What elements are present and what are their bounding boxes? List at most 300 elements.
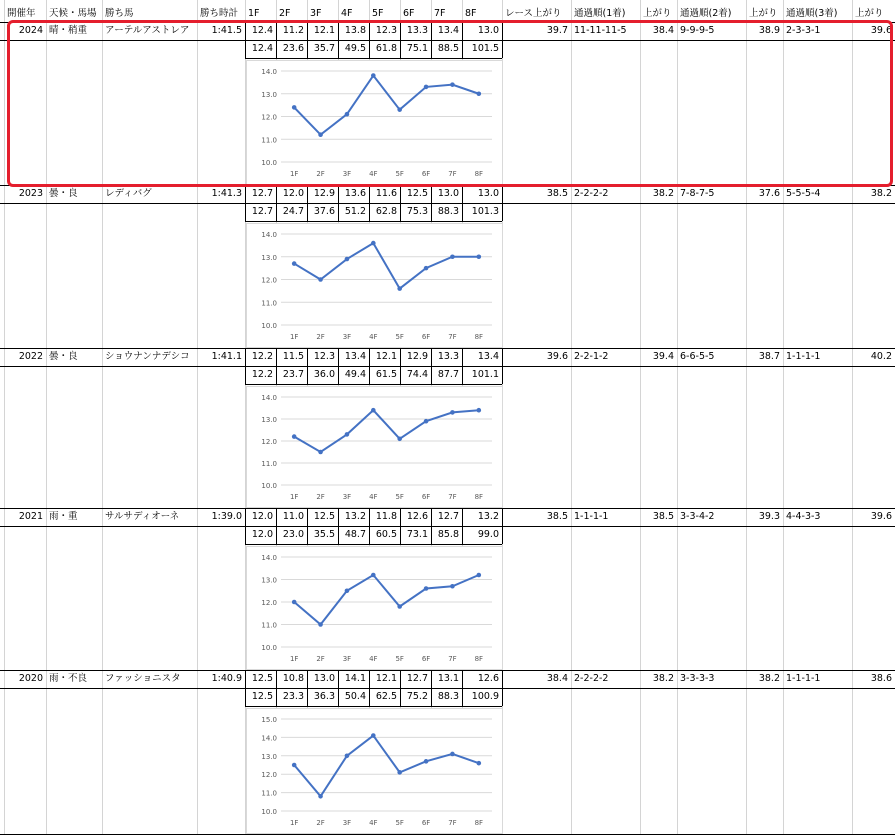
cell-pass1[interactable]: 2-2-2-2 xyxy=(574,673,609,684)
data-point xyxy=(450,410,455,415)
series-line xyxy=(294,243,479,289)
y-tick-label: 11.0 xyxy=(261,299,277,308)
cell-cumulative[interactable]: 35.5 xyxy=(313,529,335,540)
lap-border xyxy=(462,508,463,544)
x-tick-label: 3F xyxy=(342,655,352,663)
column-gridline xyxy=(46,0,47,834)
cell-laps-6[interactable]: 12.7 xyxy=(437,511,459,522)
data-point xyxy=(397,770,402,775)
lap-border xyxy=(400,22,401,58)
cell-cumulative[interactable]: 48.7 xyxy=(344,529,366,540)
cell-winner[interactable]: アーテルアストレア xyxy=(105,25,190,36)
lap-border xyxy=(502,22,503,58)
x-tick-label: 2F xyxy=(316,493,325,501)
column-header[interactable]: 上がり xyxy=(855,8,884,19)
data-point xyxy=(292,261,297,266)
lap-border xyxy=(400,185,401,221)
cell-cumulative[interactable]: 62.5 xyxy=(375,691,397,702)
cell-laps-2[interactable]: 12.1 xyxy=(313,25,335,36)
x-tick-label: 8F xyxy=(474,333,484,341)
cell-cumulative[interactable]: 12.0 xyxy=(251,529,273,540)
cell-laps-0[interactable]: 12.4 xyxy=(251,25,273,36)
lap-chart-svg xyxy=(247,387,502,507)
column-gridline xyxy=(102,0,103,834)
data-point xyxy=(450,584,455,589)
cell-cumulative[interactable]: 99.0 xyxy=(477,529,499,540)
data-point xyxy=(318,132,323,137)
column-header[interactable]: 勝ち馬 xyxy=(105,8,134,19)
cell-laps-5[interactable]: 12.5 xyxy=(406,188,428,199)
x-tick-label: 8F xyxy=(474,819,484,827)
column-header[interactable]: 通過順(3着) xyxy=(786,8,838,19)
series-line xyxy=(294,736,479,797)
data-point xyxy=(450,82,455,87)
data-point xyxy=(397,604,402,609)
cell-laps-4[interactable]: 12.3 xyxy=(375,25,397,36)
cell-last1[interactable]: 38.2 xyxy=(652,188,674,199)
cell-pass3[interactable]: 2-3-3-1 xyxy=(786,25,821,36)
cell-pass2[interactable]: 6-6-5-5 xyxy=(680,351,715,362)
cell-laps-5[interactable]: 12.9 xyxy=(406,351,428,362)
data-point xyxy=(450,752,455,757)
cell-year[interactable]: 2022 xyxy=(18,351,43,362)
cell-last1[interactable]: 39.4 xyxy=(652,351,674,362)
cell-year[interactable]: 2021 xyxy=(18,511,43,522)
column-header[interactable]: 6F xyxy=(403,8,415,19)
cell-last2[interactable]: 38.7 xyxy=(758,351,780,362)
x-tick-label: 4F xyxy=(369,333,378,341)
cell-last3[interactable]: 40.2 xyxy=(870,351,892,362)
cell-cumulative[interactable]: 23.7 xyxy=(282,369,304,380)
x-tick-label: 2F xyxy=(316,655,325,663)
cell-time[interactable]: 1:41.1 xyxy=(211,351,242,362)
column-header[interactable]: 上がり xyxy=(749,8,778,19)
lap-border xyxy=(431,348,432,384)
data-point xyxy=(371,241,376,246)
cell-pass1[interactable]: 2-2-1-2 xyxy=(574,351,609,362)
cell-cumulative[interactable]: 101.1 xyxy=(471,369,499,380)
lap-border xyxy=(276,670,277,706)
lap-border xyxy=(462,348,463,384)
row-divider xyxy=(245,384,502,385)
cell-cumulative[interactable]: 12.2 xyxy=(251,369,273,380)
cell-cumulative[interactable]: 23.0 xyxy=(282,529,304,540)
y-tick-label: 15.0 xyxy=(261,716,277,724)
data-point xyxy=(477,254,482,259)
cell-laps-6[interactable]: 13.3 xyxy=(437,351,459,362)
lap-chart[interactable] xyxy=(246,223,503,348)
cell-pass1[interactable]: 1-1-1-1 xyxy=(574,511,609,522)
cell-laps-0[interactable]: 12.0 xyxy=(251,511,273,522)
cell-laps-2[interactable]: 12.9 xyxy=(313,188,335,199)
column-header[interactable]: 通過順(2着) xyxy=(680,8,732,19)
cell-laps-4[interactable]: 12.1 xyxy=(375,673,397,684)
cell-cumulative[interactable]: 24.7 xyxy=(282,206,304,217)
data-point xyxy=(397,437,402,442)
cell-winner[interactable]: ファッショニスタ xyxy=(105,673,181,684)
cell-last2[interactable]: 38.2 xyxy=(758,673,780,684)
cell-last3[interactable]: 39.6 xyxy=(870,25,892,36)
x-tick-label: 6F xyxy=(421,170,431,178)
cell-pass2[interactable]: 7-8-7-5 xyxy=(680,188,715,199)
data-point xyxy=(371,408,376,413)
lap-chart[interactable] xyxy=(246,386,503,508)
x-tick-label: 5F xyxy=(395,655,404,663)
cell-laps-1[interactable]: 10.8 xyxy=(282,673,304,684)
x-tick-label: 4F xyxy=(369,170,378,178)
cell-laps-2[interactable]: 13.0 xyxy=(313,673,335,684)
data-point xyxy=(477,761,482,766)
cell-winner[interactable]: サルサディオーネ xyxy=(105,511,180,522)
cell-laps-5[interactable]: 12.6 xyxy=(406,511,428,522)
x-tick-label: 2F xyxy=(316,333,325,341)
cell-cumulative[interactable]: 37.6 xyxy=(313,206,335,217)
data-point xyxy=(477,408,482,413)
data-point xyxy=(318,277,323,282)
y-tick-label: 10.0 xyxy=(261,644,277,652)
x-tick-label: 1F xyxy=(289,655,299,663)
data-point xyxy=(477,573,482,578)
cell-laps-6[interactable]: 13.1 xyxy=(437,673,459,684)
y-tick-label: 11.0 xyxy=(261,789,277,798)
column-header[interactable]: 天候・馬場 xyxy=(49,8,97,19)
lap-border xyxy=(338,22,339,58)
lap-border xyxy=(462,670,463,706)
column-header[interactable]: 1F xyxy=(248,8,260,19)
cell-cumulative[interactable]: 36.3 xyxy=(313,691,335,702)
cell-last2[interactable]: 39.3 xyxy=(758,511,780,522)
y-tick-label: 12.0 xyxy=(261,771,277,780)
lap-border xyxy=(245,670,246,706)
lap-border xyxy=(338,508,339,544)
row-divider xyxy=(0,526,895,527)
cell-cumulative[interactable]: 74.4 xyxy=(406,369,428,380)
lap-border xyxy=(245,185,246,221)
lap-border xyxy=(276,185,277,221)
y-tick-label: 14.0 xyxy=(261,68,277,76)
x-tick-label: 7F xyxy=(448,819,457,827)
row-divider xyxy=(0,366,895,367)
lap-border xyxy=(307,670,308,706)
cell-last1[interactable]: 38.2 xyxy=(652,673,674,684)
column-gridline xyxy=(783,0,784,834)
lap-border xyxy=(276,22,277,58)
cell-weather[interactable]: 曇・良 xyxy=(49,351,78,362)
cell-pass3[interactable]: 1-1-1-1 xyxy=(786,673,821,684)
x-tick-label: 8F xyxy=(474,493,484,501)
cell-cumulative[interactable]: 50.4 xyxy=(344,691,366,702)
cell-cumulative[interactable]: 12.4 xyxy=(251,43,273,54)
column-header[interactable]: 勝ち時計 xyxy=(200,8,239,19)
cell-cumulative[interactable]: 101.5 xyxy=(471,43,499,54)
x-tick-label: 4F xyxy=(369,819,378,827)
column-header[interactable]: 開催年 xyxy=(7,8,36,19)
cell-last2[interactable]: 38.9 xyxy=(758,25,780,36)
cell-laps-2[interactable]: 12.3 xyxy=(313,351,335,362)
cell-laps-2[interactable]: 12.5 xyxy=(313,511,335,522)
cell-laps-0[interactable]: 12.2 xyxy=(251,351,273,362)
cell-laps-1[interactable]: 11.5 xyxy=(282,351,304,362)
cell-weather[interactable]: 雨・重 xyxy=(49,511,78,522)
cell-winner[interactable]: レディバグ xyxy=(105,188,152,199)
cell-cumulative[interactable]: 75.1 xyxy=(406,43,428,54)
lap-border xyxy=(502,508,503,544)
x-tick-label: 6F xyxy=(421,493,431,501)
cell-pass2[interactable]: 3-3-3-3 xyxy=(680,673,715,684)
cell-cumulative[interactable]: 49.4 xyxy=(344,369,366,380)
row-divider xyxy=(0,203,895,204)
lap-border xyxy=(502,348,503,384)
y-tick-label: 12.0 xyxy=(261,113,277,122)
lap-chart[interactable] xyxy=(246,546,503,670)
x-tick-label: 3F xyxy=(342,170,352,178)
cell-laps-6[interactable]: 13.0 xyxy=(437,188,459,199)
column-header[interactable]: 4F xyxy=(341,8,353,19)
row-divider xyxy=(245,544,502,545)
data-point xyxy=(371,733,376,738)
lap-border xyxy=(369,348,370,384)
cell-cumulative[interactable]: 85.8 xyxy=(437,529,459,540)
lap-border xyxy=(338,185,339,221)
cell-time[interactable]: 1:41.5 xyxy=(211,25,242,36)
column-gridline xyxy=(677,0,678,834)
cell-last2[interactable]: 37.6 xyxy=(758,188,780,199)
lap-chart-svg xyxy=(247,709,502,833)
cell-laps-4[interactable]: 11.6 xyxy=(375,188,397,199)
x-tick-label: 3F xyxy=(342,333,352,341)
x-tick-label: 1F xyxy=(289,819,299,827)
cell-laps-7[interactable]: 13.0 xyxy=(477,25,499,36)
cell-cumulative[interactable]: 12.7 xyxy=(251,206,273,217)
x-tick-label: 2F xyxy=(316,170,325,178)
cell-laps-6[interactable]: 13.4 xyxy=(437,25,459,36)
lap-border xyxy=(369,185,370,221)
cell-time[interactable]: 1:40.9 xyxy=(211,673,242,684)
x-tick-label: 5F xyxy=(395,819,404,827)
cell-winner[interactable]: ショウナンナデシコ xyxy=(105,351,190,362)
y-tick-label: 14.0 xyxy=(261,554,277,562)
cell-laps-5[interactable]: 13.3 xyxy=(406,25,428,36)
cell-last3[interactable]: 38.6 xyxy=(870,673,892,684)
cell-laps-7[interactable]: 13.2 xyxy=(477,511,499,522)
y-tick-label: 10.0 xyxy=(261,808,277,816)
x-tick-label: 3F xyxy=(342,819,352,827)
column-gridline xyxy=(4,0,5,834)
cell-laps-3[interactable]: 13.4 xyxy=(344,351,366,362)
cell-race_last[interactable]: 39.6 xyxy=(546,351,568,362)
cell-pass1[interactable]: 11-11-11-5 xyxy=(574,25,627,36)
y-tick-label: 14.0 xyxy=(261,231,277,239)
x-tick-label: 6F xyxy=(421,819,431,827)
cell-laps-3[interactable]: 13.2 xyxy=(344,511,366,522)
cell-laps-3[interactable]: 13.6 xyxy=(344,188,366,199)
cell-laps-0[interactable]: 12.7 xyxy=(251,188,273,199)
cell-last3[interactable]: 39.6 xyxy=(870,511,892,522)
y-tick-label: 10.0 xyxy=(261,322,277,330)
lap-chart[interactable] xyxy=(246,708,503,834)
cell-year[interactable]: 2024 xyxy=(18,25,43,36)
column-header[interactable]: 7F xyxy=(434,8,446,19)
column-header[interactable]: レース上がり xyxy=(505,8,562,19)
x-tick-label: 2F xyxy=(316,819,325,827)
row-divider xyxy=(0,688,895,689)
cell-laps-1[interactable]: 11.2 xyxy=(282,25,304,36)
y-tick-label: 13.0 xyxy=(261,416,277,424)
lap-border xyxy=(245,348,246,384)
data-point xyxy=(477,91,482,96)
cell-pass3[interactable]: 4-4-3-3 xyxy=(786,511,821,522)
y-tick-label: 14.0 xyxy=(261,394,277,402)
cell-laps-3[interactable]: 14.1 xyxy=(344,673,366,684)
cell-laps-0[interactable]: 12.5 xyxy=(251,673,273,684)
lap-border xyxy=(307,508,308,544)
cell-pass3[interactable]: 5-5-5-4 xyxy=(786,188,821,199)
cell-laps-4[interactable]: 11.8 xyxy=(375,511,397,522)
series-line xyxy=(294,410,479,452)
row-divider xyxy=(0,40,895,41)
cell-cumulative[interactable]: 88.5 xyxy=(437,43,459,54)
column-header[interactable]: 3F xyxy=(310,8,322,19)
cell-weather[interactable]: 曇・良 xyxy=(49,188,78,199)
cell-cumulative[interactable]: 36.0 xyxy=(313,369,335,380)
cell-weather[interactable]: 雨・不良 xyxy=(49,673,88,684)
lap-chart-svg xyxy=(247,61,502,184)
row-divider xyxy=(245,221,502,222)
x-tick-label: 8F xyxy=(474,655,484,663)
lap-border xyxy=(502,670,503,706)
cell-pass2[interactable]: 9-9-9-5 xyxy=(680,25,715,36)
data-point xyxy=(371,73,376,78)
cell-cumulative[interactable]: 60.5 xyxy=(375,529,397,540)
cell-pass2[interactable]: 3-3-4-2 xyxy=(680,511,715,522)
cell-cumulative[interactable]: 62.8 xyxy=(375,206,397,217)
x-tick-label: 4F xyxy=(369,655,378,663)
cell-laps-7[interactable]: 13.4 xyxy=(477,351,499,362)
cell-time[interactable]: 1:39.0 xyxy=(211,511,242,522)
data-point xyxy=(345,257,350,262)
cell-laps-4[interactable]: 12.1 xyxy=(375,351,397,362)
lap-chart[interactable] xyxy=(246,60,503,185)
x-tick-label: 7F xyxy=(448,333,457,341)
cell-cumulative[interactable]: 87.7 xyxy=(437,369,459,380)
column-header[interactable]: 2F xyxy=(279,8,291,19)
x-tick-label: 1F xyxy=(289,333,299,341)
column-gridline xyxy=(640,0,641,834)
cell-cumulative[interactable]: 61.5 xyxy=(375,369,397,380)
cell-year[interactable]: 2023 xyxy=(18,188,43,199)
lap-border xyxy=(400,508,401,544)
cell-laps-7[interactable]: 13.0 xyxy=(477,188,499,199)
lap-border xyxy=(307,185,308,221)
cell-last3[interactable]: 38.2 xyxy=(870,188,892,199)
data-point xyxy=(292,763,297,768)
data-point xyxy=(424,266,429,271)
data-point xyxy=(424,85,429,90)
lap-border xyxy=(462,22,463,58)
cell-cumulative[interactable]: 88.3 xyxy=(437,206,459,217)
cell-cumulative[interactable]: 101.3 xyxy=(471,206,499,217)
data-point xyxy=(345,754,350,759)
data-point xyxy=(371,573,376,578)
data-point xyxy=(318,794,323,799)
cell-race_last[interactable]: 38.5 xyxy=(546,188,568,199)
cell-cumulative[interactable]: 35.7 xyxy=(313,43,335,54)
cell-race_last[interactable]: 38.4 xyxy=(546,673,568,684)
data-point xyxy=(292,434,297,439)
data-point xyxy=(424,419,429,424)
lap-border xyxy=(502,185,503,221)
cell-laps-5[interactable]: 12.7 xyxy=(406,673,428,684)
cell-weather[interactable]: 晴・稍重 xyxy=(49,25,88,36)
cell-race_last[interactable]: 39.7 xyxy=(546,25,568,36)
series-line xyxy=(294,575,479,625)
cell-cumulative[interactable]: 73.1 xyxy=(406,529,428,540)
cell-cumulative[interactable]: 12.5 xyxy=(251,691,273,702)
cell-cumulative[interactable]: 88.3 xyxy=(437,691,459,702)
y-tick-label: 13.0 xyxy=(261,90,277,99)
cell-year[interactable]: 2020 xyxy=(18,673,43,684)
lap-border xyxy=(338,670,339,706)
data-point xyxy=(318,622,323,627)
lap-border xyxy=(276,508,277,544)
x-tick-label: 5F xyxy=(395,333,404,341)
lap-border xyxy=(431,185,432,221)
x-tick-label: 3F xyxy=(342,493,352,501)
cell-last1[interactable]: 38.5 xyxy=(652,511,674,522)
data-point xyxy=(424,586,429,591)
cell-race_last[interactable]: 38.5 xyxy=(546,511,568,522)
data-point xyxy=(397,286,402,291)
column-gridline xyxy=(571,0,572,834)
lap-border xyxy=(307,348,308,384)
column-gridline xyxy=(852,0,853,834)
cell-last1[interactable]: 38.4 xyxy=(652,25,674,36)
cell-cumulative[interactable]: 23.3 xyxy=(282,691,304,702)
cell-pass3[interactable]: 1-1-1-1 xyxy=(786,351,821,362)
column-header[interactable]: 5F xyxy=(372,8,384,19)
cell-laps-3[interactable]: 13.8 xyxy=(344,25,366,36)
x-tick-label: 5F xyxy=(395,170,404,178)
y-tick-label: 11.0 xyxy=(261,621,277,630)
cell-cumulative[interactable]: 100.9 xyxy=(471,691,499,702)
x-tick-label: 6F xyxy=(421,655,431,663)
column-header[interactable]: 通過順(1着) xyxy=(574,8,626,19)
data-point xyxy=(397,107,402,112)
lap-border xyxy=(400,348,401,384)
cell-time[interactable]: 1:41.3 xyxy=(211,188,242,199)
cell-cumulative[interactable]: 51.2 xyxy=(344,206,366,217)
x-tick-label: 1F xyxy=(289,493,299,501)
cell-cumulative[interactable]: 49.5 xyxy=(344,43,366,54)
x-tick-label: 7F xyxy=(448,493,457,501)
cell-laps-7[interactable]: 12.6 xyxy=(477,673,499,684)
column-header[interactable]: 8F xyxy=(465,8,477,19)
y-tick-label: 11.0 xyxy=(261,136,277,145)
column-header[interactable]: 上がり xyxy=(643,8,672,19)
lap-border xyxy=(431,508,432,544)
x-tick-label: 7F xyxy=(448,170,457,178)
y-tick-label: 10.0 xyxy=(261,159,277,167)
cell-cumulative[interactable]: 75.3 xyxy=(406,206,428,217)
cell-laps-1[interactable]: 11.0 xyxy=(282,511,304,522)
cell-laps-1[interactable]: 12.0 xyxy=(282,188,304,199)
cell-pass1[interactable]: 2-2-2-2 xyxy=(574,188,609,199)
cell-cumulative[interactable]: 23.6 xyxy=(282,43,304,54)
cell-cumulative[interactable]: 75.2 xyxy=(406,691,428,702)
data-point xyxy=(450,254,455,259)
cell-cumulative[interactable]: 61.8 xyxy=(375,43,397,54)
x-tick-label: 6F xyxy=(421,333,431,341)
